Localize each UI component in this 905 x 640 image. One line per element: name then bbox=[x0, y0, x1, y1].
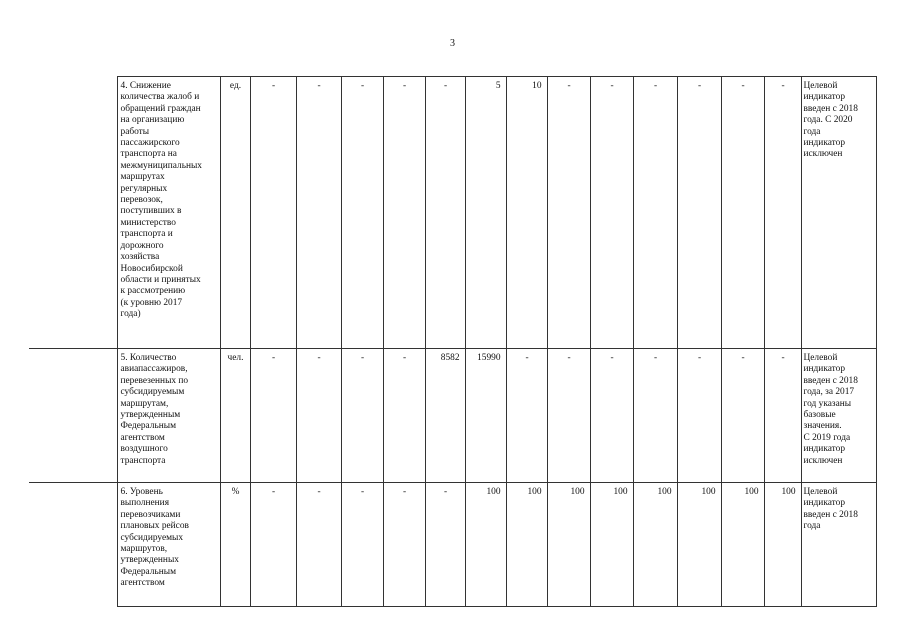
value-cell: - bbox=[425, 77, 465, 349]
value-cell: - bbox=[250, 77, 296, 349]
value-cell: 100 bbox=[547, 483, 590, 607]
indicator-name: 6. Уровень выполнения перевозчиками плановых рейсов субсидируемых маршрутов, утвержденных Федеральным агентством bbox=[120, 487, 189, 589]
value-cell: 10 bbox=[506, 77, 547, 349]
value-cell: 100 bbox=[506, 483, 547, 607]
indicator-name-cell bbox=[117, 77, 220, 349]
unit-cell bbox=[220, 77, 250, 349]
indicator-name: 4. Снижение количества жалоб и обращений граждан на организацию работы пассажирского транспорта на межмуниципальных маршрутах регулярных перевозок, поступивших в министерство транспорта и дорожного хозяйства Новосибирской области и принятых к рассмотрению (к уровню 2017 года) bbox=[120, 81, 202, 320]
value-cell: - bbox=[341, 349, 383, 483]
indicator-table bbox=[29, 76, 877, 607]
table-row bbox=[29, 349, 876, 483]
value-cell: 100 bbox=[677, 483, 721, 607]
indicator-unit: чел. bbox=[227, 353, 244, 363]
empty-cell bbox=[29, 349, 117, 483]
empty-cell bbox=[29, 483, 117, 607]
indicator-name: 5. Количество авиапассажиров, перевезенных по субсидируемым маршрутам, утвержденным Федеральным агентством воздушного транспорта bbox=[120, 353, 189, 466]
value-cell: - bbox=[633, 349, 677, 483]
value-cell: - bbox=[721, 77, 764, 349]
value-cell: - bbox=[764, 349, 801, 483]
value-cell: - bbox=[383, 483, 425, 607]
value-cell: - bbox=[250, 349, 296, 483]
value-cell: 100 bbox=[764, 483, 801, 607]
empty-cell bbox=[29, 77, 117, 349]
table-row bbox=[29, 483, 876, 607]
value-cell: - bbox=[506, 349, 547, 483]
value-cell: - bbox=[296, 77, 341, 349]
indicator-name-cell bbox=[117, 349, 220, 483]
value-cell: 100 bbox=[590, 483, 633, 607]
value-cell: - bbox=[341, 77, 383, 349]
value-cell: - bbox=[677, 77, 721, 349]
value-cell: 5 bbox=[465, 77, 506, 349]
value-cell: - bbox=[296, 483, 341, 607]
indicator-note: Целевой индикатор введен с 2018 года. С 2020 года индикатор исключен bbox=[803, 81, 858, 160]
value-cell: - bbox=[677, 349, 721, 483]
indicator-note: Целевой индикатор введен с 2018 года bbox=[803, 487, 858, 532]
value-cell: 100 bbox=[465, 483, 506, 607]
value-cell: - bbox=[383, 349, 425, 483]
note-cell bbox=[801, 77, 876, 349]
indicator-note: Целевой индикатор введен с 2018 года, за 2017 год указаны базовые значения. С 2019 года индикатор исключен bbox=[803, 353, 858, 466]
unit-cell bbox=[220, 349, 250, 483]
value-cell: 15990 bbox=[465, 349, 506, 483]
value-cell: - bbox=[547, 349, 590, 483]
value-cell: - bbox=[764, 77, 801, 349]
value-cell: - bbox=[633, 77, 677, 349]
note-cell bbox=[801, 483, 876, 607]
indicator-unit: % bbox=[231, 487, 240, 497]
value-cell: - bbox=[425, 483, 465, 607]
page-number: 3 bbox=[450, 38, 455, 49]
value-cell: - bbox=[383, 77, 425, 349]
value-cell: - bbox=[341, 483, 383, 607]
unit-cell bbox=[220, 483, 250, 607]
table-row bbox=[29, 77, 876, 349]
note-cell bbox=[801, 349, 876, 483]
value-cell: - bbox=[250, 483, 296, 607]
value-cell: - bbox=[590, 77, 633, 349]
value-cell: - bbox=[296, 349, 341, 483]
value-cell: 100 bbox=[721, 483, 764, 607]
indicator-name-cell bbox=[117, 483, 220, 607]
indicator-unit: ед. bbox=[229, 81, 242, 91]
value-cell: 8582 bbox=[425, 349, 465, 483]
value-cell: - bbox=[547, 77, 590, 349]
value-cell: - bbox=[590, 349, 633, 483]
value-cell: 100 bbox=[633, 483, 677, 607]
value-cell: - bbox=[721, 349, 764, 483]
